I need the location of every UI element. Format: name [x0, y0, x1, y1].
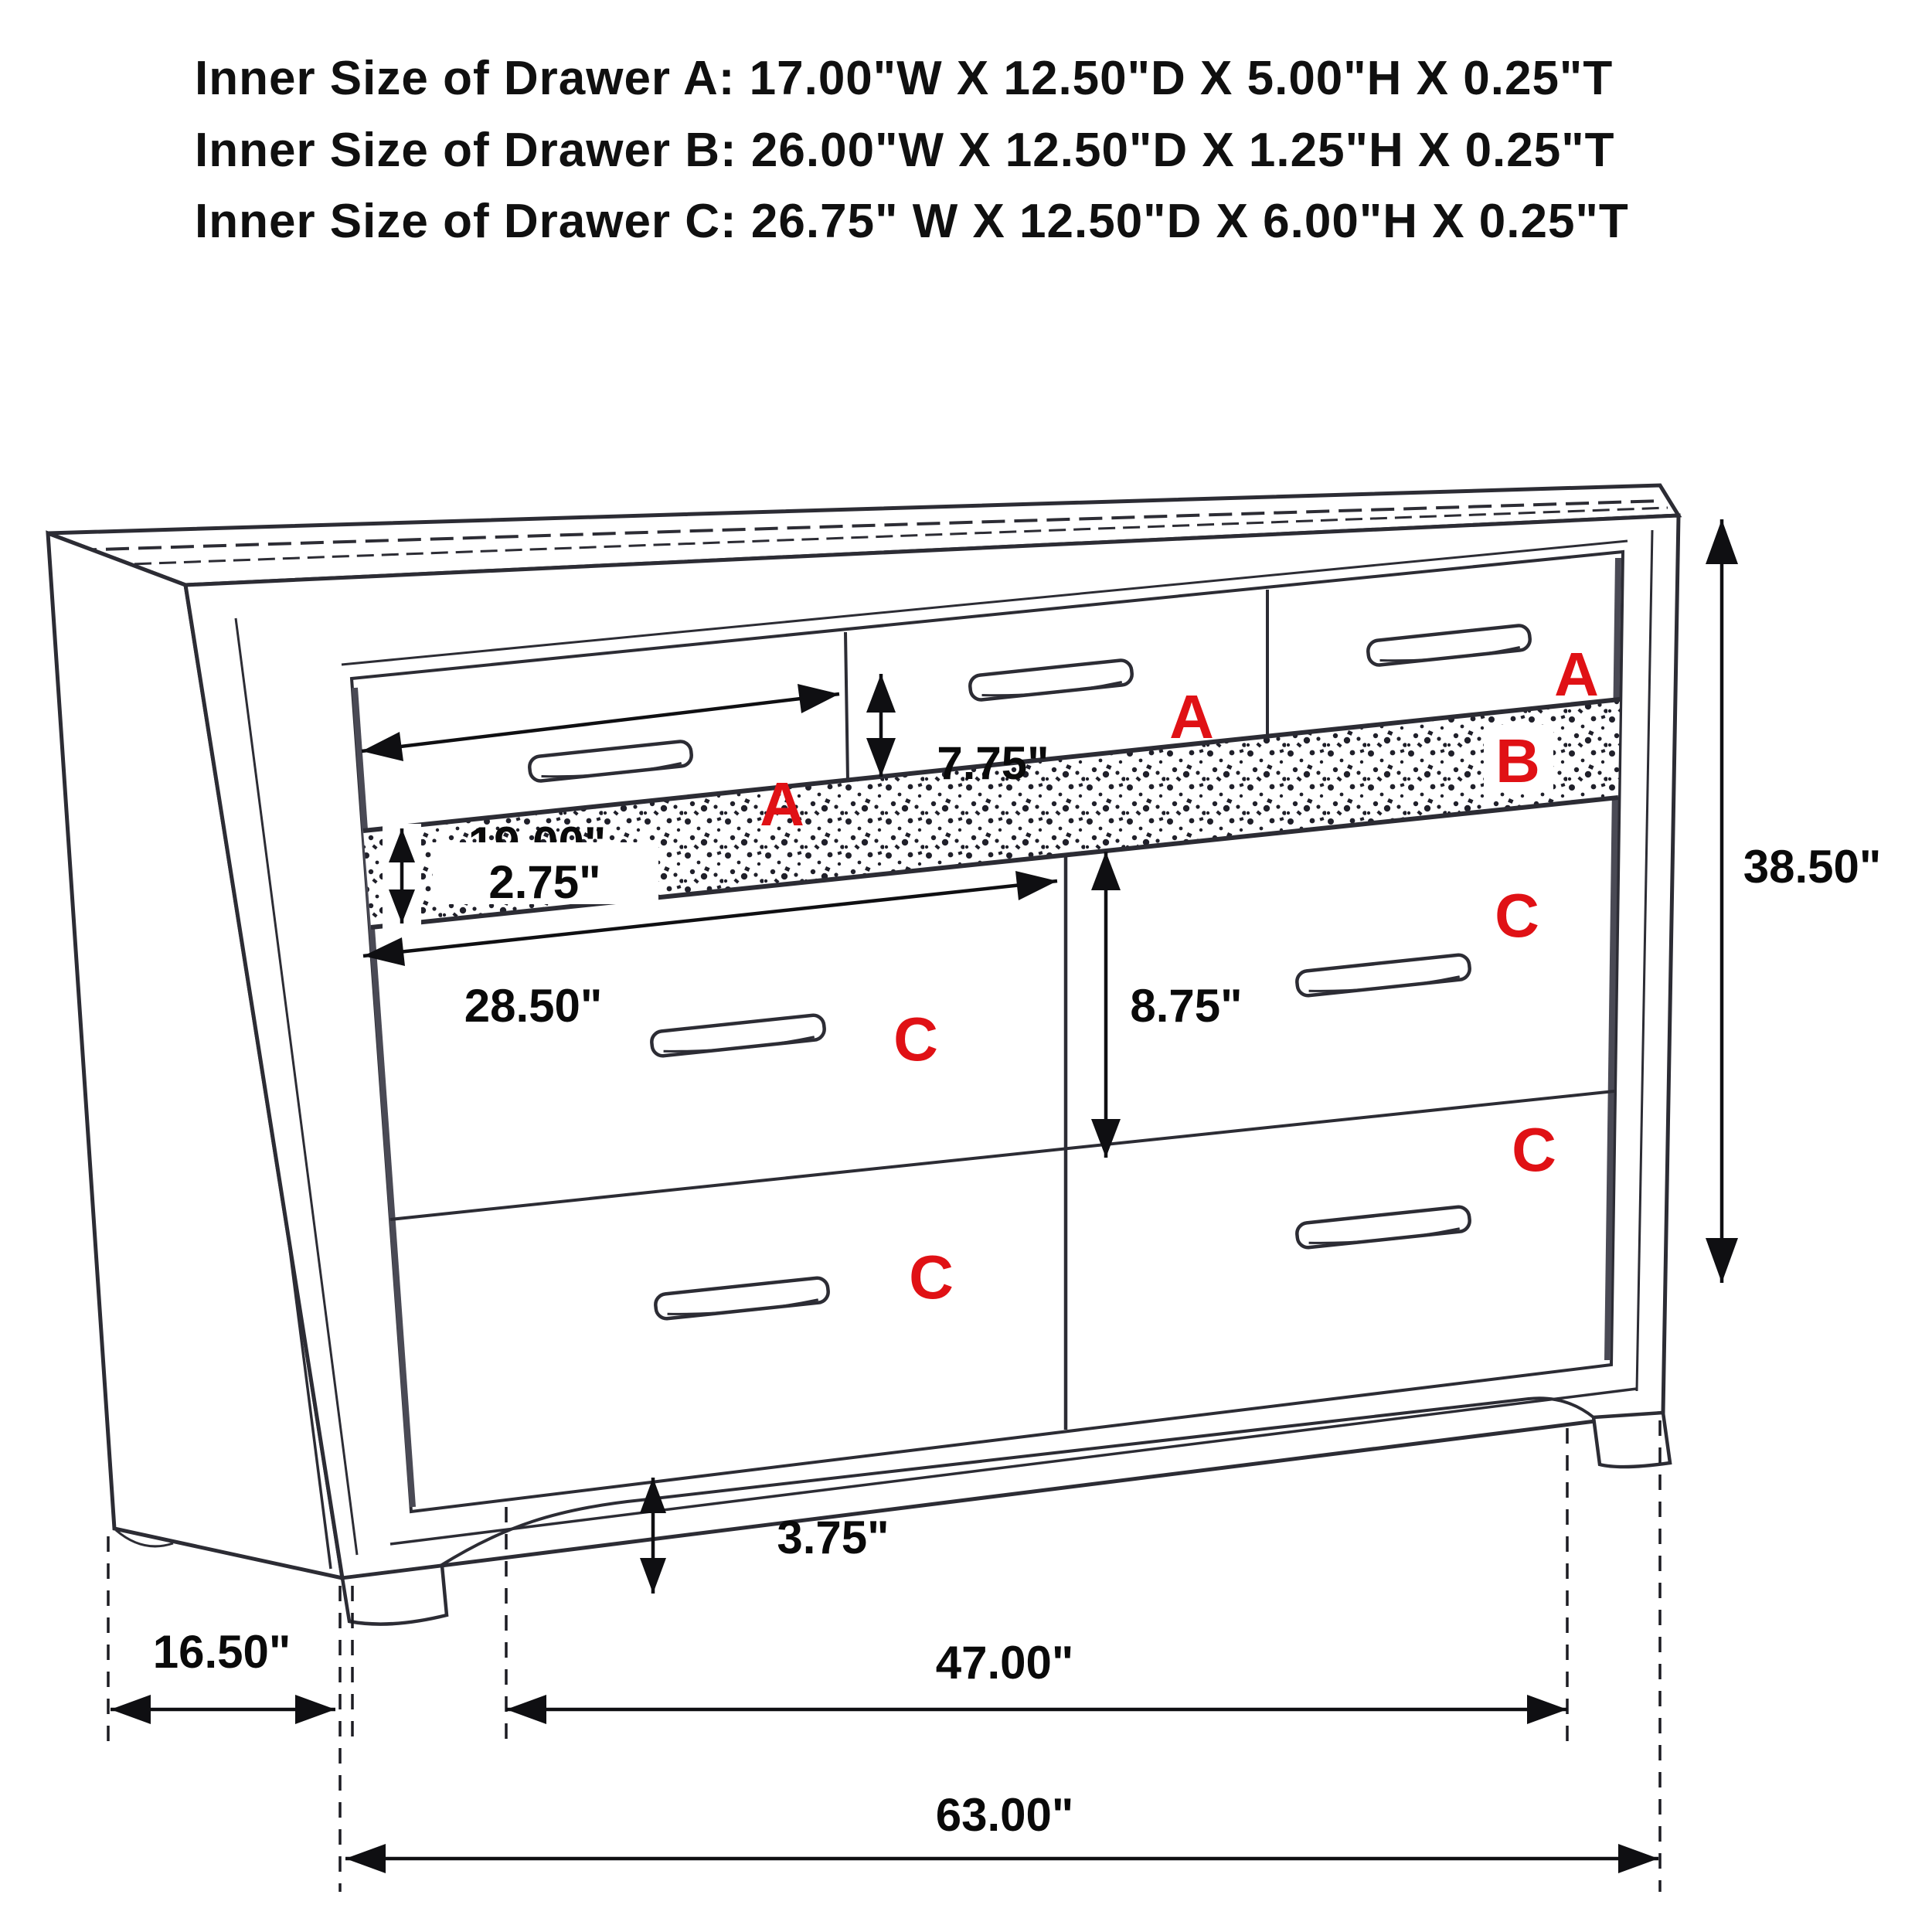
- dim-overall-width: [345, 1789, 1658, 1873]
- dim-side-depth: [111, 1626, 335, 1724]
- dim-text-overall-height: 38.50": [1743, 841, 1882, 893]
- arrowhead-down: [640, 1558, 666, 1594]
- dim-text-foot-height: 3.75": [777, 1512, 889, 1563]
- dim-text-drawer-a-face-height: 7.75": [937, 737, 1049, 789]
- label-drawer-b: B: [1495, 726, 1540, 795]
- dim-text-side-depth: 16.50": [152, 1626, 291, 1678]
- dim-text-drawer-c-width: 28.50": [464, 980, 603, 1032]
- arrowhead-left: [345, 1844, 386, 1873]
- label-drawer-c-right-bottom: C: [1512, 1115, 1556, 1184]
- dresser-drawing: [48, 485, 1679, 1624]
- label-drawer-a2: A: [1169, 682, 1214, 751]
- dim-text-jewelry-band-height: 2.75": [488, 856, 601, 908]
- dim-text-overall-width: 63.00": [935, 1789, 1074, 1841]
- dim-text-leg-span: 47.00": [935, 1637, 1074, 1689]
- arrowhead-right: [1527, 1695, 1567, 1724]
- arrowhead-right: [295, 1695, 335, 1724]
- dim-overall-height: [1706, 519, 1881, 1283]
- front-right-foot: [1594, 1413, 1670, 1467]
- header-line-drawer-c: Inner Size of Drawer C: 26.75" W X 12.50"D X 6.00"H X 0.25"T: [195, 195, 1629, 248]
- header-line-drawer-a: Inner Size of Drawer A: 17.00"W X 12.50"D X 5.00"H X 0.25"T: [195, 52, 1614, 105]
- arrowhead-up: [1706, 519, 1738, 564]
- label-drawer-c-left-bottom: C: [909, 1243, 954, 1311]
- arrowhead-down: [1706, 1238, 1738, 1283]
- label-drawer-c-right-top: C: [1495, 881, 1539, 950]
- arrowhead-left: [506, 1695, 546, 1724]
- label-drawer-a1: A: [760, 770, 804, 838]
- header-block: [195, 52, 1629, 248]
- arrowhead-right: [1618, 1844, 1658, 1873]
- arrowhead-left: [111, 1695, 151, 1724]
- label-drawer-a3: A: [1554, 640, 1599, 709]
- front-left-foot: [342, 1566, 447, 1624]
- header-line-drawer-b: Inner Size of Drawer B: 26.00"W X 12.50"D X 1.25"H X 0.25"T: [195, 124, 1615, 177]
- label-drawer-c-left-top: C: [893, 1005, 938, 1073]
- dim-leg-span: [506, 1637, 1567, 1724]
- dim-text-drawer-c-face-height: 8.75": [1130, 980, 1243, 1032]
